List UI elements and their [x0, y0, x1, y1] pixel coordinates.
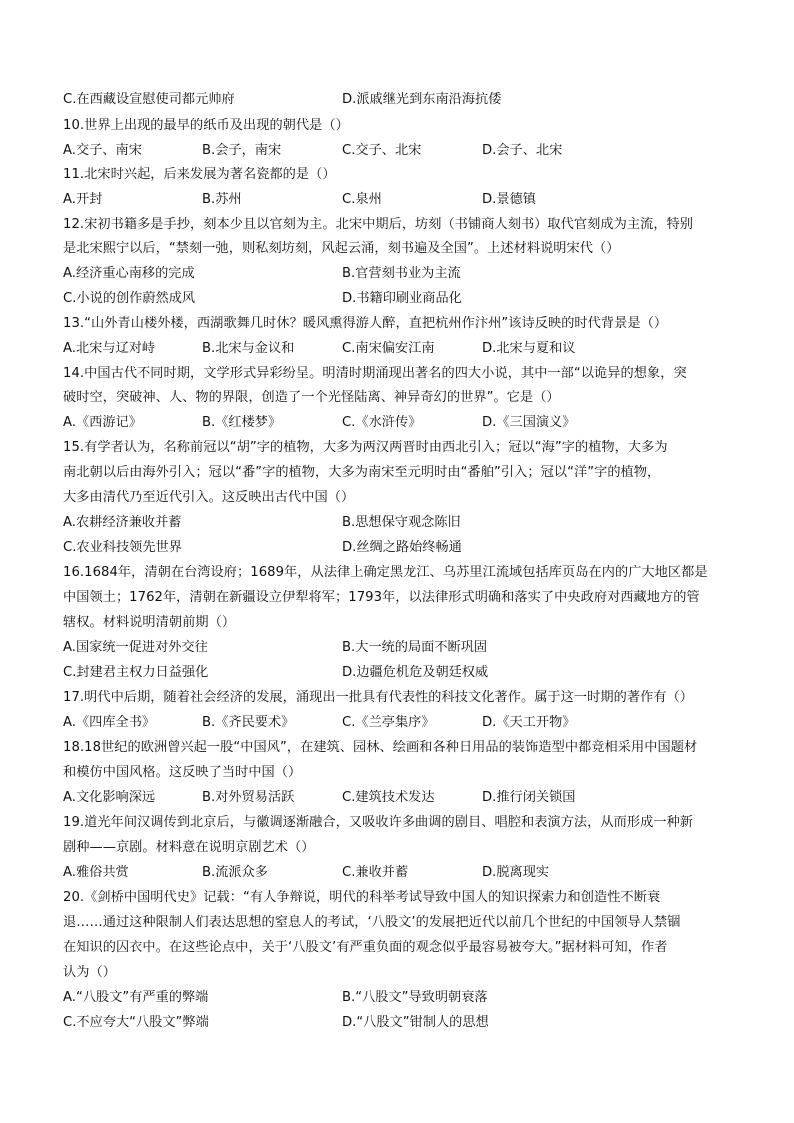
q19-option-a: A.雅俗共赏	[63, 865, 129, 880]
q19-option-b: B.流派众多	[202, 865, 268, 880]
q20-option-d: D.“八股文”钳制人的思想	[342, 1015, 489, 1030]
q18-option-c: C.建筑技术发达	[342, 790, 435, 805]
q17-option-b: B.《齐民要术》	[202, 715, 295, 730]
q16-option-b: B.大一统的局面不断巩固	[342, 640, 488, 655]
q17-stem-line: 17.明代中后期，随着社会经济的发展，涌现出一批具有代表性的科技文化著作。属于这一时期的著作有（）	[63, 690, 694, 705]
q13-option-c: C.南宋偏安江南	[342, 341, 435, 356]
q15-stem-line: 15.有学者认为，名称前冠以“胡”字的植物，大多为两汉两晋时由西北引入；冠以“海”字的植物，大多为	[63, 440, 668, 455]
q12-option-c: C.小说的创作蔚然成风	[63, 291, 196, 306]
q14-stem-line: 破时空，突破神、人、物的界限，创造了一个光怪陆离、神异奇幻的世界”。它是（）	[63, 390, 560, 405]
q20-option-a: A.“八股文”有严重的弊端	[63, 990, 209, 1005]
q17-option-a: A.《四库全书》	[63, 715, 156, 730]
q16-stem-line: 中国领土；1762年，清朝在新疆设立伊犁将军；1793年，以法律形式明确和落实了中央政府对西藏地方的管	[63, 590, 700, 605]
q16-option-a: A.国家统一促进对外交往	[63, 640, 208, 655]
q15-option-d: D.丝绸之路始终畅通	[342, 540, 462, 555]
q10-option-a: A.交子、南宋	[63, 143, 142, 158]
q17-option-d: D.《天工开物》	[482, 715, 576, 730]
q20-option-c: C.不应夸大“八股文”弊端	[63, 1015, 209, 1030]
q18-stem-line: 18.18世纪的欧洲曾兴起一股“中国风”，在建筑、园林、绘画和各种日用品的装饰造型中都竞相采用中国题材	[63, 740, 698, 755]
q20-stem-line: 认为（）	[63, 965, 116, 980]
q17-option-c: C.《兰亭集序》	[342, 715, 435, 730]
q11-stem-line: 11.北宋时兴起，后来发展为著名瓷都的是（）	[63, 167, 336, 182]
q13-option-a: A.北宋与辽对峙	[63, 341, 156, 356]
q10-option-c: C.交子、北宋	[342, 143, 422, 158]
q18-option-d: D.推行闭关锁国	[482, 790, 576, 805]
q11-option-b: B.苏州	[202, 192, 242, 207]
q10-option-b: B.会子，南宋	[202, 143, 282, 158]
q18-stem-line: 和模仿中国风格。这反映了当时中国（）	[63, 765, 302, 780]
q11-option-d: D.景德镇	[482, 192, 536, 207]
q12-option-b: B.官营刻书业为主流	[342, 266, 461, 281]
q12-stem-line: 12.宋初书籍多是手抄，刻本少且以官刻为主。北宋中期后，坊刻（书铺商人刻书）取代官刻成为主流，特别	[63, 217, 694, 232]
q18-option-b: B.对外贸易活跃	[202, 790, 295, 805]
q13-option-d: D.北宋与夏和议	[482, 341, 576, 356]
q14-stem-line: 14.中国古代不同时期，文学形式异彩纷呈。明清时期涌现出著名的四大小说，其中一部“以诡异的想象，突	[63, 366, 687, 381]
q14-option-b: B.《红楼梦》	[202, 415, 282, 430]
q12-option-a: A.经济重心南移的完成	[63, 266, 195, 281]
q19-stem-line: 19.道光年间汉调传到北京后，与徽调逐渐融合，又吸收许多曲调的剧目、唱腔和表演方法，从而形成一种新	[63, 815, 694, 830]
q14-option-a: A.《西游记》	[63, 415, 142, 430]
q18-option-a: A.文化影响深远	[63, 790, 156, 805]
q12-option-d: D.书籍印刷业商品化	[342, 291, 462, 306]
q20-option-b: B.“八股文”导致明朝衰落	[342, 990, 488, 1005]
q13-option-b: B.北宋与金议和	[202, 341, 295, 356]
q19-option-c: C.兼收并蓄	[342, 865, 409, 880]
q20-stem-line: 在知识的囚衣中。在这些论点中，关于‘八股文’有严重负面的观念似乎最容易被夸大。”据材料可知，作者	[63, 940, 668, 955]
q19-stem-line: 剧种——京剧。材料意在说明京剧艺术（）	[63, 840, 315, 855]
q9-option-d: D.派戚继光到东南沿海抗倭	[342, 92, 502, 107]
q11-option-c: C.泉州	[342, 192, 382, 207]
q12-stem-line: 是北宋熙宁以后，“禁刻一弛，则私刻坊刻，风起云涌，刻书遍及全国”。上述材料说明宋代（）	[63, 241, 620, 256]
q16-stem-line: 16.1684年，清朝在台湾设府；1689年，从法律上确定黑龙江、乌苏里江流域包括库页岛在内的广大地区都是	[63, 565, 708, 580]
q20-stem-line: 退……通过这种限制人们表达思想的窒息人的考试，‘八股文’的发展把近代以前几个世纪的中国领导人禁锢	[63, 915, 681, 930]
q15-stem-line: 南北朝以后由海外引入；冠以“番”字的植物，大多为南宋至元明时由“番舶”引入；冠以“洋”字的植物，	[63, 465, 661, 480]
q14-option-c: C.《水浒传》	[342, 415, 422, 430]
q16-option-d: D.边疆危机危及朝廷权威	[342, 665, 489, 680]
q16-option-c: C.封建君主权力日益强化	[63, 665, 209, 680]
q9-option-c: C.在西藏设宣慰使司都元帅府	[63, 92, 235, 107]
q15-option-b: B.思想保守观念陈旧	[342, 515, 461, 530]
q19-option-d: D.脱离现实	[482, 865, 550, 880]
q16-stem-line: 辖权。材料说明清朝前期（）	[63, 615, 236, 630]
q15-option-c: C.农业科技领先世界	[63, 540, 182, 555]
q15-option-a: A.农耕经济兼收并蓄	[63, 515, 182, 530]
q10-option-d: D.会子、北宋	[482, 143, 563, 158]
q10-stem-line: 10.世界上出现的最早的纸币及出现的朝代是（）	[63, 118, 349, 133]
q11-option-a: A.开封	[63, 192, 103, 207]
q20-stem-line: 20.《剑桥中国明代史》记载：“有人争辩说，明代的科举考试导致中国人的知识探索力和创造性不断衰	[63, 890, 661, 905]
q14-option-d: D.《三国演义》	[482, 415, 576, 430]
q13-stem-line: 13.“山外青山楼外楼，西湖歌舞几时休？暖风熏得游人醉，直把杭州作汴州”该诗反映的时代背景是（）	[63, 316, 668, 331]
q15-stem-line: 大多由清代乃至近代引入。这反映出古代中国（）	[63, 490, 355, 505]
